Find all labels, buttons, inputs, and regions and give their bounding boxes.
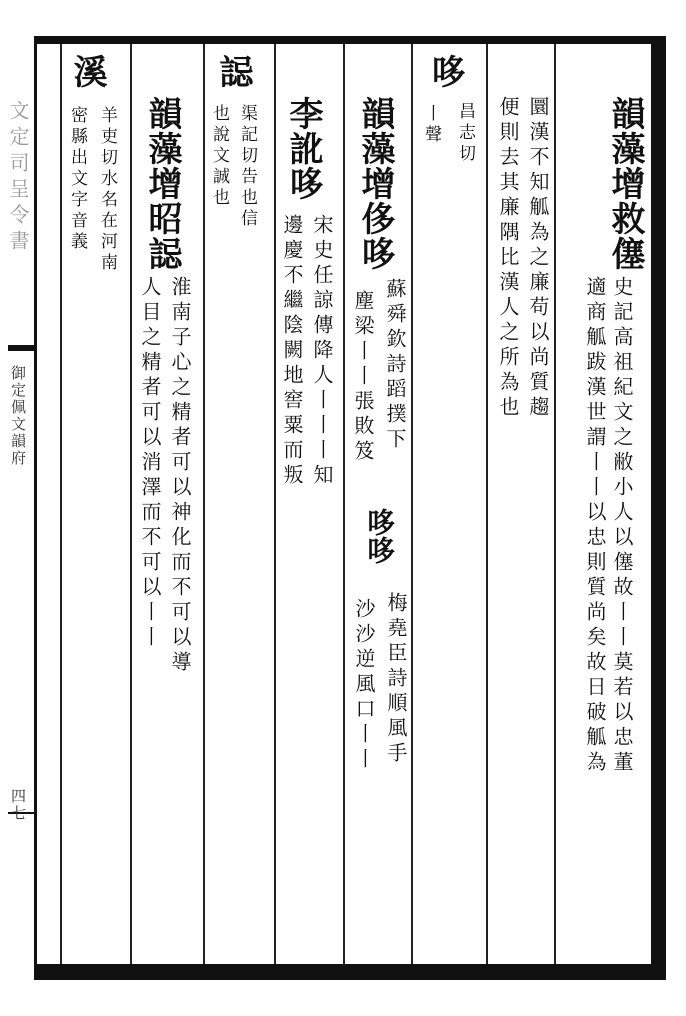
column-rule [130,44,132,964]
frame-bottom-border [36,964,666,980]
entry-text-line: 淮南子心之精者可以神化而不可以導 [168,276,192,676]
entry-text-line: 邊慶不繼陰闕地窖粟而叛 [280,214,304,489]
entry-text-line: 圜漢不知觚為之廉苟以尚質趨 [526,96,550,421]
entry-text-line: 羊吏切水名在河南 [97,106,117,274]
entry-text-line: 便則去其廉隅比漢人之所為也 [496,96,520,421]
column-rule [203,44,205,964]
frame-right-border [651,36,666,980]
column-rule [60,44,62,964]
entry-text-line: 昌志切 [455,102,475,165]
entry-text-line: 丨聲 [421,104,441,146]
page-number: 四七 [9,788,27,822]
entry-headword: 哆哆 [363,508,396,564]
column-rule [274,44,276,964]
frame-top-border [36,36,666,44]
entry-heading: 韻藻增救僿 [605,96,645,271]
entry-heading: 誋 [213,54,253,89]
faded-margin-text: 文定司呈令書 [6,100,30,256]
entry-heading: 溪 [67,54,107,89]
entry-text-line: 蘇舜欽詩蹈撲下 [383,278,407,453]
frame-left-border [34,36,37,980]
entry-text-line: 密縣出文字音義 [67,106,87,253]
column-rule [486,44,488,964]
entry-heading: 哆 [425,54,465,89]
entry-heading: 韻藻增侈哆 [355,96,395,271]
entry-text-line: 塵梁丨丨張敗笈 [351,290,375,465]
entry-text-line: 梅堯臣詩順風手 [384,592,408,767]
entry-text-line: 人目之精者可以消澤而不可以丨丨 [138,276,162,651]
column-rule [411,44,413,964]
entry-text-line: 渠記切告也信 [237,104,257,230]
column-rule [554,44,556,964]
entry-text-line: 沙沙逆風口丨丨 [352,598,376,773]
entry-text-line: 宋史任諒傳降人丨丨丨知 [310,214,334,489]
column-rule [343,44,345,964]
entry-text-line: 適商觚跋漢世謂丨丨以忠則質尚矣故日破觚為 [583,276,607,776]
entry-text-line: 也說文誠也 [209,104,229,209]
entry-text-line: 史記高祖紀文之敝小人以僿故丨丨莫若以忠董 [610,276,634,776]
book-title: 御定佩文韻府 [9,365,27,467]
gutter-rule [8,345,36,351]
entry-heading: 韻藻增昭誋 [142,96,182,271]
entry-heading: 李訛哆 [283,96,323,201]
